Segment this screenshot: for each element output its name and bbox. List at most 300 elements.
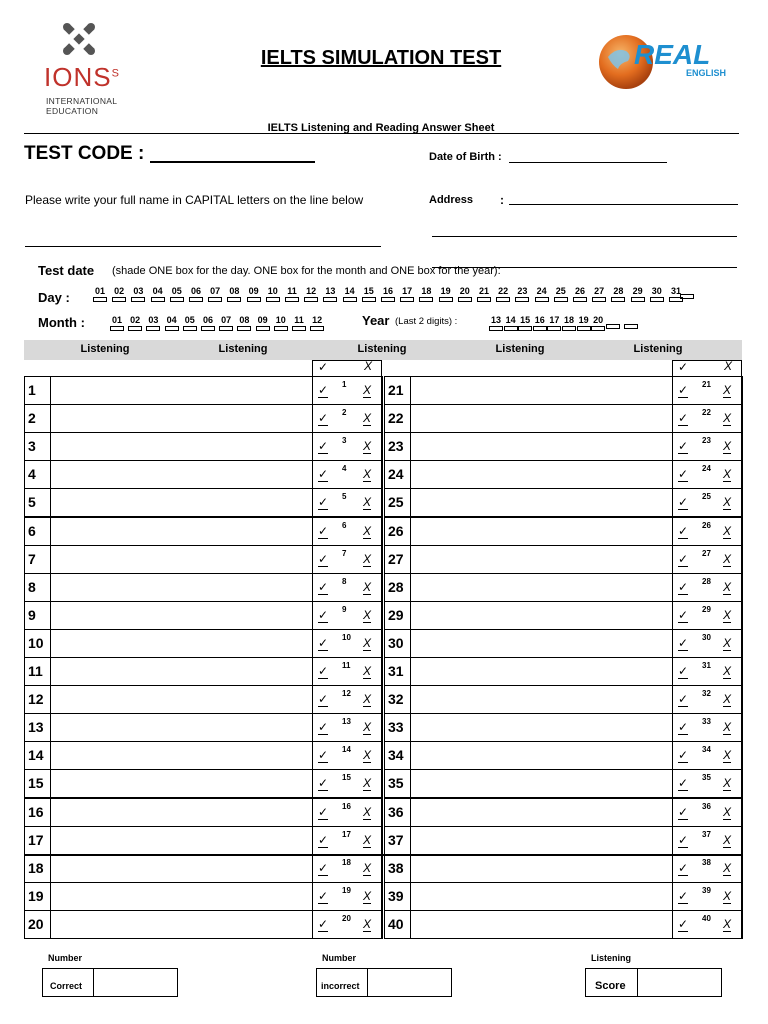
check-icon[interactable]: ✓: [318, 664, 329, 678]
year-option-box[interactable]: [489, 326, 503, 331]
answer-field[interactable]: [410, 488, 673, 517]
answer-field[interactable]: [410, 404, 673, 433]
day-option-box[interactable]: [515, 297, 529, 302]
answer-field[interactable]: [410, 798, 673, 827]
check-icon[interactable]: ✓: [678, 523, 689, 538]
question-number: 8: [28, 578, 36, 595]
answer-field[interactable]: [410, 601, 673, 630]
day-option-label: 01: [94, 286, 105, 296]
cross-icon[interactable]: X: [723, 860, 732, 875]
answer-field[interactable]: [410, 826, 673, 855]
cross-icon[interactable]: X: [363, 776, 372, 791]
day-option[interactable]: [247, 286, 261, 302]
cross-icon[interactable]: X: [723, 832, 732, 847]
answer-field[interactable]: [410, 629, 673, 658]
cross-icon[interactable]: X: [363, 748, 372, 763]
check-icon[interactable]: ✓: [318, 439, 329, 454]
cross-icon[interactable]: X: [363, 804, 372, 819]
day-option-box[interactable]: [592, 297, 606, 302]
month-option-box[interactable]: [274, 326, 288, 331]
question-number: 40: [388, 915, 404, 932]
answer-field[interactable]: [410, 517, 673, 546]
answer-field[interactable]: [410, 713, 673, 742]
cross-icon[interactable]: X: [723, 776, 732, 791]
check-icon[interactable]: ✓: [678, 860, 689, 875]
year-option[interactable]: [547, 315, 561, 331]
listening-header: Listening: [357, 343, 407, 355]
answer-field[interactable]: [50, 376, 313, 405]
check-icon[interactable]: ✓: [318, 832, 329, 847]
day-option-label: 12: [306, 286, 317, 296]
cross-icon[interactable]: X: [363, 551, 372, 566]
mark-question-number: 4: [342, 464, 347, 474]
month-option[interactable]: [237, 315, 251, 331]
question-number: 34: [388, 747, 404, 764]
check-icon[interactable]: ✓: [678, 888, 689, 903]
day-option[interactable]: [343, 286, 357, 302]
day-option-box[interactable]: [247, 297, 261, 302]
month-option-box[interactable]: [110, 326, 124, 331]
incorrect-label: incorrect: [321, 981, 360, 991]
listening-header: Listening: [218, 343, 268, 355]
cross-icon[interactable]: X: [363, 411, 372, 426]
listening-header: Listening: [80, 343, 130, 355]
day-option[interactable]: [381, 286, 395, 302]
answer-field[interactable]: [410, 573, 673, 602]
cross-icon[interactable]: X: [723, 467, 732, 482]
cross-icon[interactable]: X: [723, 804, 732, 819]
month-option[interactable]: [146, 315, 160, 331]
day-option-box[interactable]: [227, 297, 241, 302]
check-icon[interactable]: ✓: [318, 551, 329, 566]
check-icon[interactable]: ✓: [318, 635, 329, 650]
check-icon[interactable]: ✓: [678, 720, 689, 735]
question-number: 10: [28, 634, 44, 651]
question-number: 27: [388, 550, 404, 567]
day-option-label: 22: [498, 286, 509, 296]
cross-icon[interactable]: X: [363, 439, 372, 454]
check-icon[interactable]: ✓: [678, 832, 689, 847]
correct-label: Correct: [50, 981, 83, 991]
answer-field[interactable]: [410, 882, 673, 911]
date-empty-box[interactable]: [680, 294, 694, 299]
listening-header: Listening: [495, 343, 545, 355]
cross-icon[interactable]: X: [363, 383, 372, 397]
check-icon[interactable]: ✓: [678, 467, 689, 482]
check-icon[interactable]: ✓: [678, 579, 689, 594]
check-icon[interactable]: ✓: [678, 804, 689, 819]
answer-field[interactable]: [50, 769, 313, 798]
month-option[interactable]: [274, 315, 288, 331]
answer-field[interactable]: [50, 517, 313, 546]
mark-question-number: 28: [702, 576, 711, 586]
year-option[interactable]: [518, 315, 532, 331]
answer-field[interactable]: [410, 741, 673, 770]
day-option[interactable]: [592, 286, 606, 302]
cross-icon[interactable]: X: [723, 664, 732, 678]
year-option-box[interactable]: [577, 326, 591, 331]
answer-field[interactable]: [50, 545, 313, 574]
check-icon[interactable]: ✓: [678, 692, 689, 707]
month-option-box[interactable]: [219, 326, 233, 331]
year-option[interactable]: [504, 315, 518, 331]
day-option-box[interactable]: [112, 297, 126, 302]
cross-icon[interactable]: X: [363, 523, 372, 538]
date-empty-box[interactable]: [606, 324, 620, 329]
mark-question-number: 21: [702, 380, 711, 389]
mark-question-number: 31: [702, 661, 711, 670]
cross-icon[interactable]: X: [723, 495, 732, 510]
question-number: 36: [388, 803, 404, 820]
mark-question-number: 10: [342, 632, 351, 642]
day-option[interactable]: [151, 286, 165, 302]
day-option[interactable]: [304, 286, 318, 302]
day-option[interactable]: [535, 286, 549, 302]
question-number: 38: [388, 859, 404, 876]
day-label: Day :: [38, 290, 70, 305]
check-icon[interactable]: ✓: [318, 748, 329, 763]
day-option[interactable]: [573, 286, 587, 302]
day-option[interactable]: [323, 286, 337, 302]
check-icon[interactable]: ✓: [318, 916, 329, 931]
cross-icon[interactable]: X: [723, 748, 732, 763]
year-option-box[interactable]: [547, 326, 561, 331]
day-option[interactable]: [227, 286, 241, 302]
answer-field[interactable]: [50, 460, 313, 489]
address-label: Address: [429, 194, 474, 206]
mark-question-number: 35: [702, 773, 711, 783]
question-number: 15: [28, 775, 44, 792]
day-option[interactable]: [419, 286, 433, 302]
check-icon[interactable]: ✓: [678, 383, 689, 397]
cross-icon[interactable]: X: [363, 607, 372, 622]
day-option[interactable]: [170, 286, 184, 302]
answer-field[interactable]: [50, 882, 313, 911]
mark-question-number: 1: [342, 380, 347, 389]
month-option[interactable]: [292, 315, 306, 331]
incorrect-count-field[interactable]: [367, 968, 452, 997]
day-option-box[interactable]: [535, 297, 549, 302]
day-option-label: 25: [555, 286, 566, 296]
year-option-box[interactable]: [562, 326, 576, 331]
cross-icon[interactable]: X: [363, 888, 372, 903]
cross-icon[interactable]: X: [723, 888, 732, 903]
score-top-label: Listening: [591, 953, 631, 963]
incorrect-top-label: Number: [322, 953, 357, 963]
answer-field[interactable]: [410, 685, 673, 714]
day-option[interactable]: [515, 286, 529, 302]
day-option-label: 23: [517, 286, 528, 296]
question-number: 26: [388, 522, 404, 539]
month-option-box[interactable]: [256, 326, 270, 331]
day-option[interactable]: [112, 286, 126, 302]
year-option-box[interactable]: [518, 326, 532, 331]
year-option[interactable]: [562, 315, 576, 331]
check-icon[interactable]: ✓: [318, 523, 329, 538]
day-option-label: 18: [421, 286, 432, 296]
day-option-label: 11: [287, 286, 297, 296]
answer-field[interactable]: [50, 741, 313, 770]
cross-icon[interactable]: X: [723, 411, 732, 426]
answer-field[interactable]: [410, 657, 673, 686]
ions-logo-subtitle: INTERNATIONAL EDUCATION: [46, 96, 118, 116]
cross-icon[interactable]: X: [363, 692, 372, 707]
answer-field[interactable]: [410, 769, 673, 798]
check-icon[interactable]: ✓: [318, 607, 329, 622]
mark-question-number: 30: [702, 632, 711, 642]
listening-header: Listening: [633, 343, 683, 355]
cross-icon[interactable]: X: [723, 579, 732, 594]
cross-icon[interactable]: X: [363, 495, 372, 510]
day-option[interactable]: [631, 286, 645, 302]
day-option-label: 06: [190, 286, 201, 296]
score-field[interactable]: [637, 968, 722, 997]
correct-count-field[interactable]: [93, 968, 178, 997]
answer-field[interactable]: [410, 910, 673, 939]
year-option[interactable]: [533, 315, 547, 331]
answer-field[interactable]: [50, 488, 313, 517]
check-icon[interactable]: ✓: [678, 495, 689, 510]
month-option-box[interactable]: [237, 326, 251, 331]
cross-icon[interactable]: X: [363, 467, 372, 482]
answer-field[interactable]: [410, 432, 673, 461]
answer-field[interactable]: [410, 854, 673, 883]
day-option[interactable]: [285, 286, 299, 302]
month-option-box[interactable]: [310, 326, 324, 331]
check-icon[interactable]: ✓: [318, 776, 329, 791]
date-empty-box[interactable]: [624, 324, 638, 329]
test-code-field[interactable]: [150, 161, 315, 163]
day-option[interactable]: [400, 286, 414, 302]
check-icon[interactable]: ✓: [678, 664, 689, 678]
answer-field[interactable]: [410, 376, 673, 405]
month-option-box[interactable]: [183, 326, 197, 331]
cross-icon[interactable]: X: [363, 664, 372, 678]
day-option-box[interactable]: [458, 297, 472, 302]
month-option[interactable]: [128, 315, 142, 331]
day-option-box[interactable]: [419, 297, 433, 302]
question-number: 18: [28, 859, 44, 876]
month-option-box[interactable]: [128, 326, 142, 331]
mark-question-number: 34: [702, 745, 711, 755]
check-icon[interactable]: ✓: [678, 916, 689, 931]
year-option-label: 14: [505, 315, 516, 325]
answer-field[interactable]: [50, 573, 313, 602]
day-option-box[interactable]: [170, 297, 184, 302]
day-option[interactable]: [362, 286, 376, 302]
cross-icon[interactable]: X: [723, 692, 732, 707]
year-option[interactable]: [489, 315, 503, 331]
check-icon[interactable]: ✓: [318, 411, 329, 426]
cross-icon[interactable]: X: [363, 720, 372, 735]
check-icon[interactable]: ✓: [678, 551, 689, 566]
day-option-label: 24: [536, 286, 547, 296]
month-option-label: 10: [275, 315, 286, 325]
test-code-label: TEST CODE :: [24, 143, 145, 164]
day-option-box[interactable]: [208, 297, 222, 302]
month-option[interactable]: [201, 315, 215, 331]
day-option-box[interactable]: [189, 297, 203, 302]
day-option-box[interactable]: [611, 297, 625, 302]
month-option-box[interactable]: [292, 326, 306, 331]
question-number: 25: [388, 494, 404, 511]
answer-field[interactable]: [410, 545, 673, 574]
answer-field[interactable]: [50, 432, 313, 461]
answer-field[interactable]: [410, 460, 673, 489]
year-option-box[interactable]: [504, 326, 518, 331]
dob-field[interactable]: [509, 162, 667, 163]
full-name-field[interactable]: [25, 246, 381, 247]
day-option-label: 07: [210, 286, 221, 296]
question-number: 11: [28, 663, 43, 679]
cross-icon[interactable]: X: [723, 607, 732, 622]
question-number: 33: [388, 719, 404, 736]
question-number: 23: [388, 438, 404, 455]
check-icon[interactable]: ✓: [678, 411, 689, 426]
day-option-box[interactable]: [400, 297, 414, 302]
question-number: 19: [28, 887, 44, 904]
check-icon[interactable]: ✓: [318, 888, 329, 903]
check-icon[interactable]: ✓: [318, 495, 329, 510]
answer-field[interactable]: [50, 629, 313, 658]
month-option-box[interactable]: [165, 326, 179, 331]
day-option-box[interactable]: [93, 297, 107, 302]
check-icon[interactable]: ✓: [678, 748, 689, 763]
address-field-line-2[interactable]: [432, 236, 737, 237]
check-icon[interactable]: ✓: [318, 860, 329, 875]
cross-icon[interactable]: X: [723, 720, 732, 735]
answer-field[interactable]: [50, 854, 313, 883]
check-icon[interactable]: ✓: [318, 804, 329, 819]
check-icon[interactable]: ✓: [678, 439, 689, 454]
question-number: 30: [388, 634, 404, 651]
day-option-box[interactable]: [266, 297, 280, 302]
year-option[interactable]: [591, 315, 605, 331]
day-option-label: 17: [402, 286, 413, 296]
cross-icon[interactable]: X: [723, 523, 732, 538]
cross-icon[interactable]: X: [723, 551, 732, 566]
svg-text:ENGLISH: ENGLISH: [686, 68, 727, 78]
cross-icon[interactable]: X: [363, 579, 372, 594]
day-option[interactable]: [650, 286, 664, 302]
cross-icon[interactable]: X: [723, 635, 732, 650]
cross-icon[interactable]: X: [363, 832, 372, 847]
cross-icon[interactable]: X: [723, 383, 732, 397]
day-option-box[interactable]: [285, 297, 299, 302]
answer-field[interactable]: [50, 910, 313, 939]
day-option-box[interactable]: [151, 297, 165, 302]
check-icon[interactable]: ✓: [678, 776, 689, 791]
cross-icon[interactable]: X: [723, 916, 732, 931]
month-option[interactable]: [183, 315, 197, 331]
month-option[interactable]: [256, 315, 270, 331]
mark-question-number: 2: [342, 408, 347, 418]
mark-question-number: 18: [342, 857, 351, 867]
cross-icon[interactable]: X: [723, 439, 732, 454]
address-field-line-1[interactable]: [509, 204, 738, 205]
day-option-label: 28: [613, 286, 624, 296]
check-icon[interactable]: ✓: [318, 579, 329, 594]
day-option[interactable]: [93, 286, 107, 302]
check-icon[interactable]: ✓: [318, 692, 329, 707]
name-instruction: Please write your full name in CAPITAL letters on the line below: [25, 193, 364, 207]
day-option[interactable]: [189, 286, 203, 302]
year-option[interactable]: [577, 315, 591, 331]
day-option-box[interactable]: [439, 297, 453, 302]
mark-question-number: 32: [702, 689, 711, 699]
check-icon[interactable]: ✓: [318, 720, 329, 735]
month-option[interactable]: [219, 315, 233, 331]
day-option[interactable]: [266, 286, 280, 302]
mark-question-number: 22: [702, 408, 711, 418]
answer-field[interactable]: [50, 826, 313, 855]
year-option-label: 16: [534, 315, 545, 325]
day-option[interactable]: [496, 286, 510, 302]
mark-question-number: 15: [342, 773, 351, 783]
year-option-box[interactable]: [591, 326, 605, 331]
answer-field[interactable]: [50, 404, 313, 433]
day-option[interactable]: [131, 286, 145, 302]
question-number: 28: [388, 578, 404, 595]
day-option-box[interactable]: [477, 297, 491, 302]
question-number: 13: [28, 719, 44, 736]
day-option-box[interactable]: [650, 297, 664, 302]
month-option[interactable]: [310, 315, 324, 331]
day-option[interactable]: [477, 286, 491, 302]
check-icon[interactable]: ✓: [678, 607, 689, 622]
year-option-label: 19: [578, 315, 589, 325]
day-option-box[interactable]: [381, 297, 395, 302]
day-option-label: 14: [344, 286, 355, 296]
check-icon[interactable]: ✓: [678, 635, 689, 650]
month-option-box[interactable]: [201, 326, 215, 331]
day-option[interactable]: [439, 286, 453, 302]
day-option-label: 10: [267, 286, 278, 296]
day-option[interactable]: [458, 286, 472, 302]
day-option-label: 19: [440, 286, 451, 296]
day-option-box[interactable]: [554, 297, 568, 302]
check-icon[interactable]: ✓: [318, 467, 329, 482]
check-icon[interactable]: ✓: [318, 383, 329, 397]
day-option[interactable]: [208, 286, 222, 302]
day-option-box[interactable]: [362, 297, 376, 302]
month-option[interactable]: [110, 315, 124, 331]
month-option-box[interactable]: [146, 326, 160, 331]
cross-icon[interactable]: X: [363, 916, 372, 931]
day-option-box[interactable]: [323, 297, 337, 302]
day-option-box[interactable]: [573, 297, 587, 302]
day-option-box[interactable]: [304, 297, 318, 302]
answer-field[interactable]: [50, 713, 313, 742]
answer-field[interactable]: [50, 685, 313, 714]
day-option-box[interactable]: [496, 297, 510, 302]
cross-icon[interactable]: X: [363, 860, 372, 875]
answer-field[interactable]: [50, 798, 313, 827]
year-option-box[interactable]: [533, 326, 547, 331]
answer-field[interactable]: [50, 601, 313, 630]
day-option-box[interactable]: [131, 297, 145, 302]
question-number: 21: [388, 382, 404, 398]
answer-field[interactable]: [50, 657, 313, 686]
mark-question-number: 13: [342, 717, 351, 727]
day-option-label: 16: [382, 286, 393, 296]
day-option-box[interactable]: [631, 297, 645, 302]
day-option[interactable]: [611, 286, 625, 302]
month-option[interactable]: [165, 315, 179, 331]
cross-icon[interactable]: X: [363, 635, 372, 650]
day-option-box[interactable]: [343, 297, 357, 302]
day-option[interactable]: [554, 286, 568, 302]
